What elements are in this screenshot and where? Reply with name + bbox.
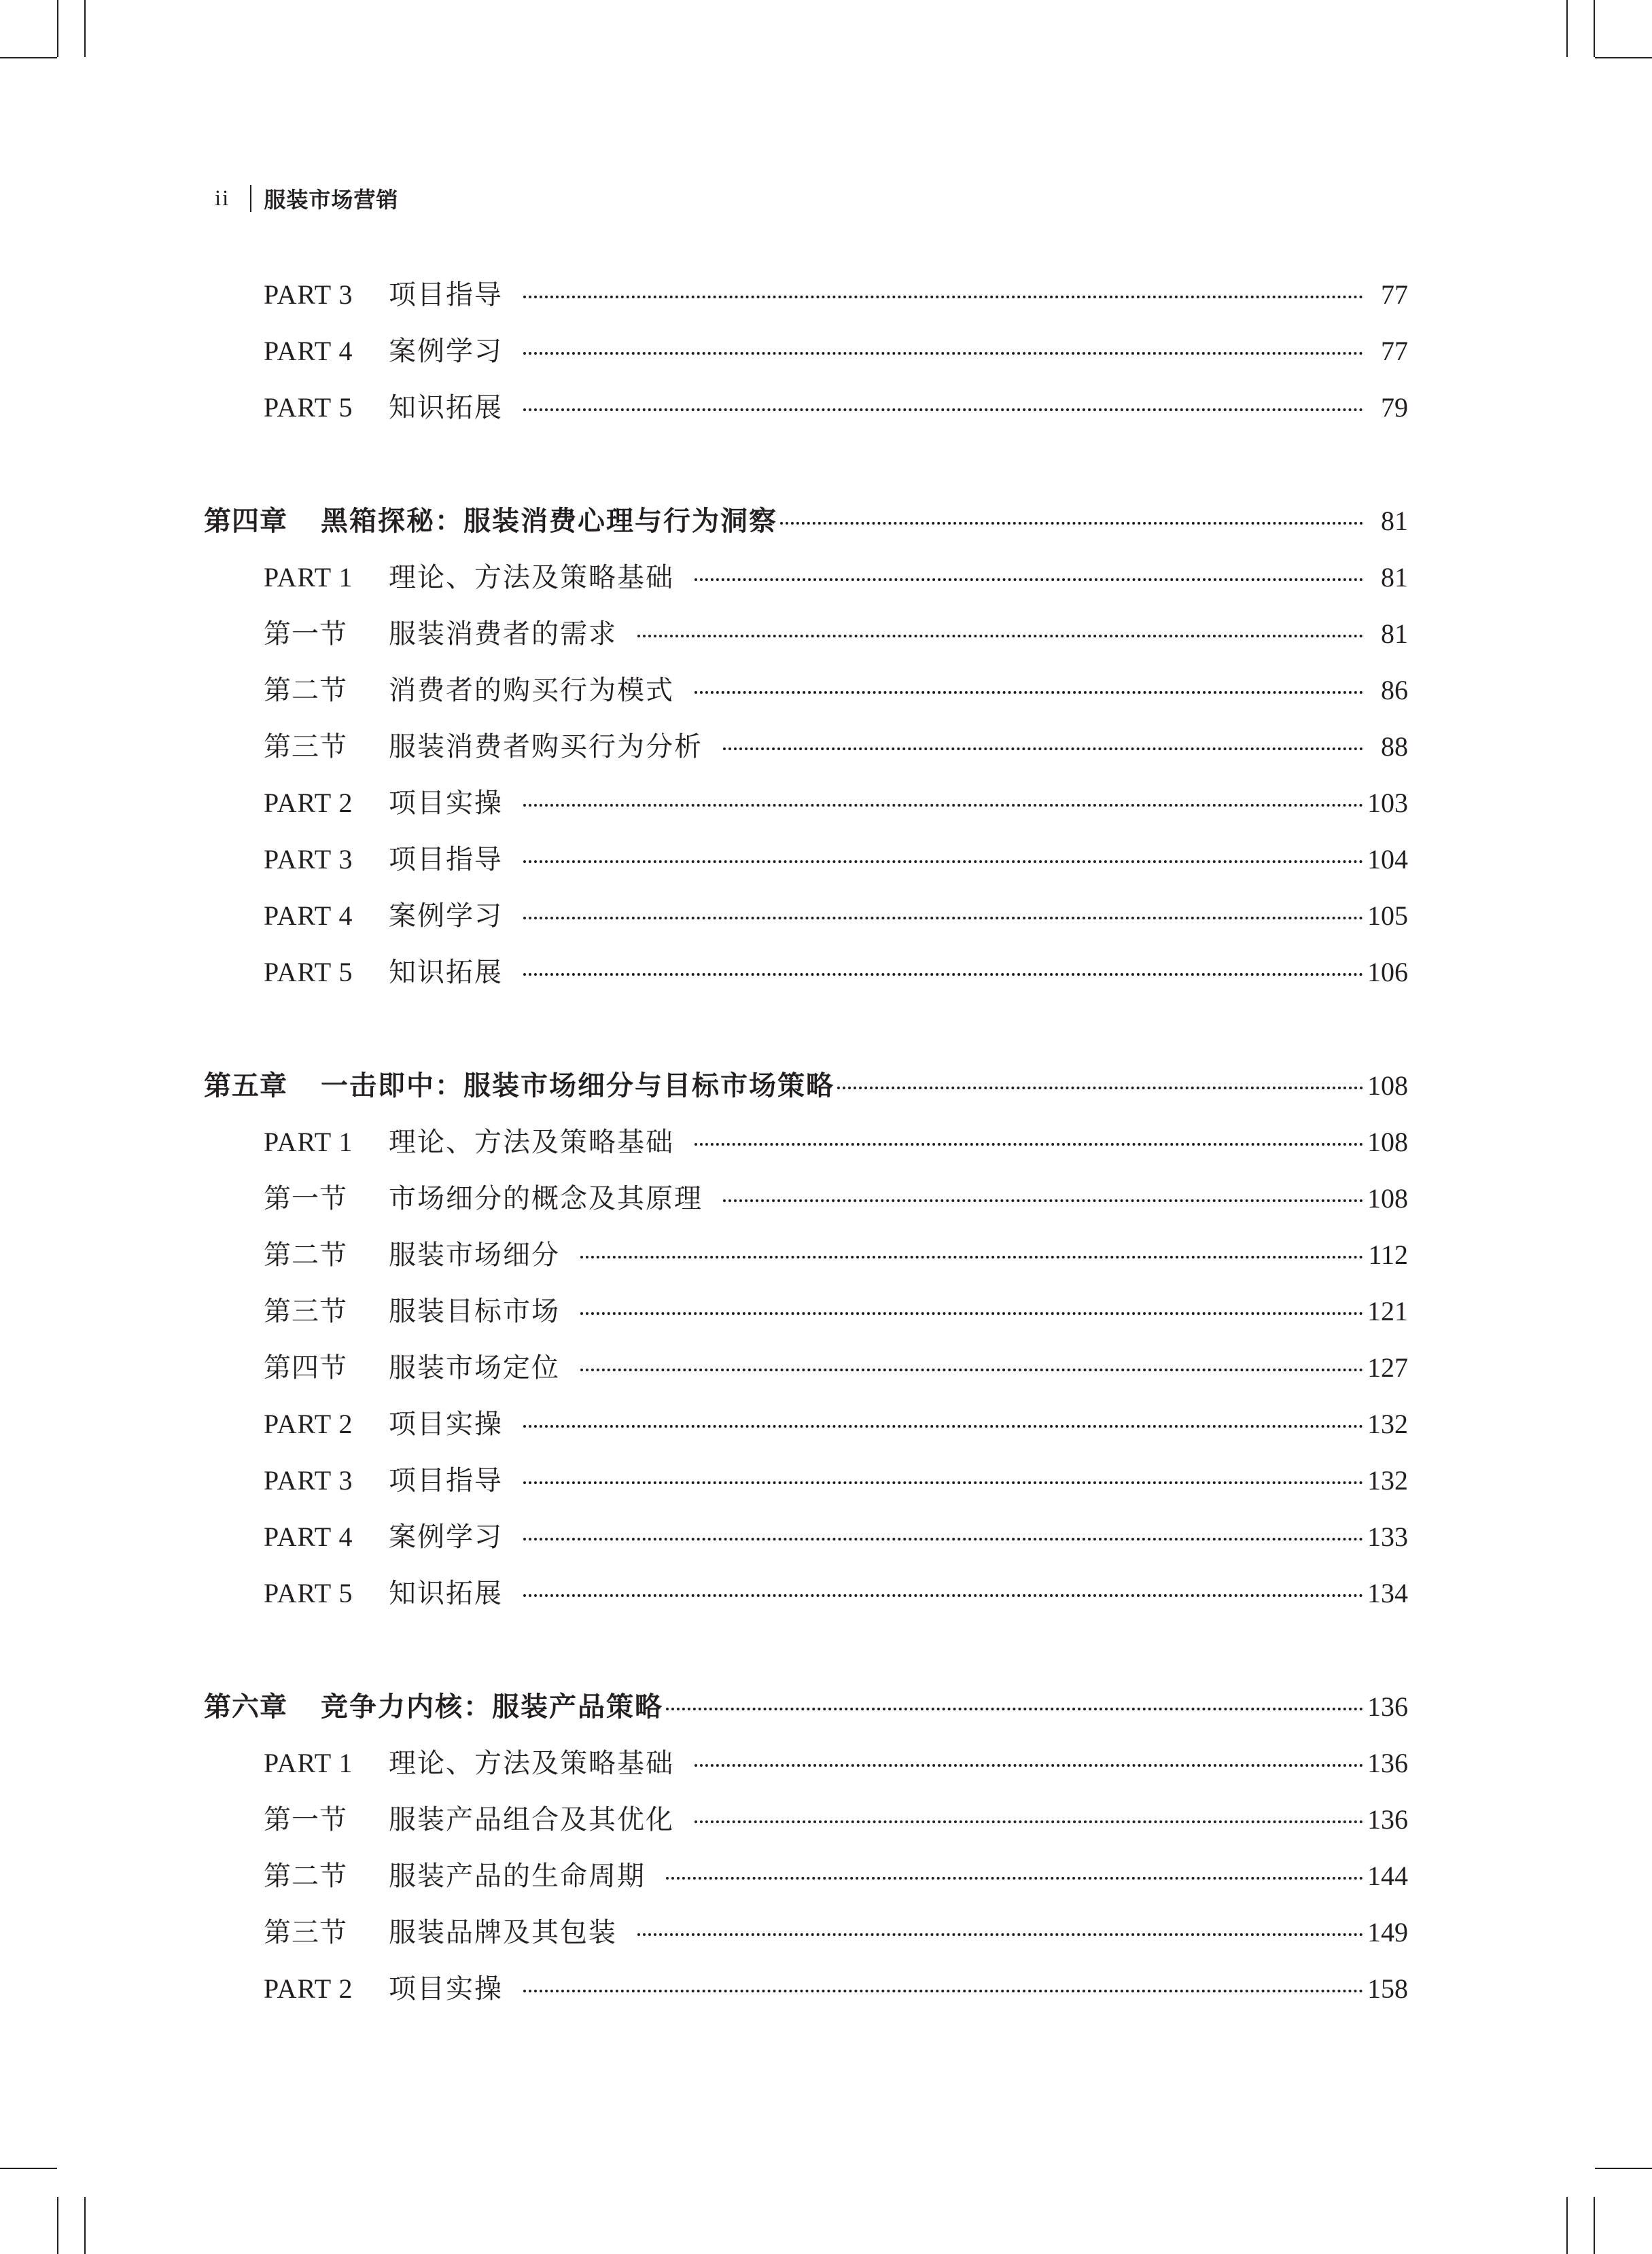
toc-entry[interactable] — [264, 781, 1408, 820]
toc-entry-title: 项目指导 — [389, 844, 503, 875]
toc-entry-page-number: 86 — [1381, 675, 1408, 705]
dot-leader — [523, 1538, 1363, 1540]
toc-entry-page-number: 136 — [1367, 1804, 1408, 1835]
toc-entry-page-number: 158 — [1367, 1973, 1408, 2004]
toc-entry[interactable] — [264, 1233, 1408, 1271]
toc-entry[interactable] — [264, 330, 1408, 368]
toc-entry[interactable] — [264, 1177, 1408, 1215]
toc-entry-page-number: 133 — [1367, 1521, 1408, 1552]
toc-entry-title: 服装目标市场 — [389, 1296, 560, 1327]
toc-entry-page-number: 108 — [1367, 1070, 1408, 1101]
header-divider — [250, 185, 251, 212]
toc-entry-title: 服装市场细分 — [389, 1239, 560, 1271]
toc-entry[interactable] — [264, 556, 1408, 594]
crop-mark — [1594, 0, 1595, 57]
toc-entry-title: 项目指导 — [389, 279, 503, 311]
toc-entry[interactable] — [264, 669, 1408, 707]
crop-mark — [0, 57, 57, 58]
crop-mark — [1595, 2168, 1652, 2169]
toc-entry-title: 竞争力内核：服装产品策略 — [321, 1691, 663, 1723]
toc-entry[interactable] — [264, 1798, 1408, 1836]
toc-entry-title: 案例学习 — [389, 900, 503, 932]
toc-entry[interactable] — [264, 725, 1408, 763]
toc-entry-label: PART 3 — [264, 844, 353, 875]
crop-mark — [84, 0, 86, 57]
toc-entry[interactable] — [264, 612, 1408, 650]
toc-entry-label: PART 5 — [264, 392, 353, 423]
toc-entry[interactable] — [264, 1967, 1408, 2005]
toc-entry-page-number: 81 — [1381, 562, 1408, 593]
toc-entry[interactable] — [264, 1290, 1408, 1328]
toc-entry-title: 一击即中：服装市场细分与目标市场策略 — [321, 1070, 834, 1102]
toc-entry-label: 第一节 — [264, 618, 347, 650]
page-folio: ii — [215, 186, 230, 211]
toc-entry-page-number: 132 — [1367, 1409, 1408, 1439]
toc-entry-page-number: 121 — [1367, 1296, 1408, 1326]
toc-entry-title: 理论、方法及策略基础 — [389, 1748, 674, 1779]
toc-entry-title: 服装消费者的需求 — [389, 618, 617, 650]
dot-leader — [523, 296, 1363, 298]
toc-entry-page-number: 77 — [1381, 336, 1408, 366]
crop-mark — [84, 2197, 86, 2254]
toc-entry[interactable] — [264, 1346, 1408, 1384]
toc-entry-label: PART 2 — [264, 1973, 353, 2004]
toc-entry[interactable] — [264, 951, 1408, 989]
dot-leader — [580, 1312, 1363, 1315]
toc-entry-title: 知识拓展 — [389, 392, 503, 423]
dot-leader — [780, 522, 1363, 525]
toc-entry-title: 服装产品组合及其优化 — [389, 1804, 674, 1835]
toc-entry-title: 知识拓展 — [389, 957, 503, 988]
toc-entry[interactable] — [264, 1572, 1408, 1610]
toc-entry-page-number: 79 — [1381, 392, 1408, 423]
crop-mark — [1595, 57, 1652, 58]
dot-leader — [837, 1087, 1363, 1089]
toc-entry-label: 第四章 — [204, 506, 287, 537]
toc-entry-label: 第四节 — [264, 1352, 347, 1384]
dot-leader — [523, 1425, 1363, 1428]
toc-entry-title: 服装消费者购买行为分析 — [389, 731, 703, 762]
toc-entry-page-number: 127 — [1367, 1352, 1408, 1383]
dot-leader — [523, 860, 1363, 863]
crop-mark — [57, 2197, 58, 2254]
toc-chapter-entry[interactable] — [204, 1064, 1408, 1102]
toc-entry-title: 服装市场定位 — [389, 1352, 560, 1384]
toc-entry-label: 第三节 — [264, 1917, 347, 1948]
crop-mark — [1594, 2197, 1595, 2254]
dot-leader — [637, 1933, 1363, 1936]
toc-entry-label: 第二节 — [264, 1861, 347, 1892]
toc-entry-page-number: 136 — [1367, 1691, 1408, 1722]
toc-entry-title: 服装品牌及其包装 — [389, 1917, 617, 1948]
toc-entry-label: PART 1 — [264, 1127, 353, 1157]
toc-entry-title: 理论、方法及策略基础 — [389, 1127, 674, 1158]
dot-leader — [637, 635, 1363, 637]
toc-entry-page-number: 77 — [1381, 279, 1408, 310]
toc-chapter-entry[interactable] — [204, 499, 1408, 538]
toc-entry-label: 第三节 — [264, 1296, 347, 1327]
dot-leader — [695, 578, 1363, 581]
toc-chapter-entry[interactable] — [204, 1685, 1408, 1723]
dot-leader — [695, 1764, 1363, 1767]
toc-entry-label: 第五章 — [204, 1070, 287, 1102]
toc-entry[interactable] — [264, 1854, 1408, 1892]
dot-leader — [523, 973, 1363, 976]
toc-entry-label: 第二节 — [264, 675, 347, 706]
dot-leader — [723, 1199, 1363, 1202]
toc-entry-title: 服装产品的生命周期 — [389, 1861, 646, 1892]
dot-leader — [666, 1877, 1363, 1880]
dot-leader — [523, 804, 1363, 807]
toc-entry-label: PART 3 — [264, 1465, 353, 1496]
toc-entry-page-number: 134 — [1367, 1578, 1408, 1608]
toc-entry-label: PART 4 — [264, 1521, 353, 1552]
dot-leader — [523, 408, 1363, 411]
crop-mark — [57, 0, 58, 57]
toc-entry-label: PART 3 — [264, 279, 353, 310]
toc-entry[interactable] — [264, 386, 1408, 424]
toc-entry-page-number: 105 — [1367, 900, 1408, 931]
crop-mark — [0, 2168, 57, 2169]
dot-leader — [723, 747, 1363, 750]
toc-entry-page-number: 104 — [1367, 844, 1408, 875]
dot-leader — [523, 1990, 1363, 1992]
dot-leader — [695, 1820, 1363, 1823]
running-header — [215, 182, 398, 215]
toc-entry-page-number: 108 — [1367, 1183, 1408, 1214]
toc-entry[interactable] — [264, 894, 1408, 932]
toc-entry-title: 理论、方法及策略基础 — [389, 562, 674, 593]
dot-leader — [695, 1143, 1363, 1146]
toc-entry-label: PART 2 — [264, 1409, 353, 1439]
toc-entry-page-number: 81 — [1381, 506, 1408, 536]
toc-entry-label: 第二节 — [264, 1239, 347, 1271]
toc-entry-title: 案例学习 — [389, 336, 503, 367]
dot-leader — [580, 1256, 1363, 1258]
toc-entry[interactable] — [264, 1121, 1408, 1159]
toc-entry-label: 第六章 — [204, 1691, 287, 1723]
book-title: 服装市场营销 — [264, 187, 399, 213]
toc-entry[interactable] — [264, 1459, 1408, 1497]
toc-entry-title: 项目指导 — [389, 1465, 503, 1496]
toc-entry[interactable] — [264, 1911, 1408, 1949]
toc-entry-title: 案例学习 — [389, 1521, 503, 1553]
toc-entry-page-number: 144 — [1367, 1861, 1408, 1891]
dot-leader — [580, 1369, 1363, 1371]
toc-entry-label: 第三节 — [264, 731, 347, 762]
dot-leader — [523, 917, 1363, 919]
dot-leader — [523, 352, 1363, 355]
toc-entry[interactable] — [264, 1742, 1408, 1780]
toc-entry-page-number: 108 — [1367, 1127, 1408, 1157]
toc-entry-page-number: 149 — [1367, 1917, 1408, 1948]
toc-entry-title: 市场细分的概念及其原理 — [389, 1183, 703, 1214]
toc-entry-title: 消费者的购买行为模式 — [389, 675, 674, 706]
dot-leader — [523, 1481, 1363, 1484]
toc-entry-label: 第一节 — [264, 1183, 347, 1214]
toc-entry[interactable] — [264, 838, 1408, 876]
toc-entry-title: 黑箱探秘：服装消费心理与行为洞察 — [321, 506, 777, 537]
toc-entry-label: PART 5 — [264, 1578, 353, 1608]
toc-entry-title: 项目实操 — [389, 1409, 503, 1440]
toc-entry[interactable] — [264, 1515, 1408, 1553]
toc-entry-page-number: 112 — [1368, 1239, 1408, 1270]
toc-entry-page-number: 103 — [1367, 788, 1408, 818]
toc-entry-page-number: 136 — [1367, 1748, 1408, 1778]
toc-entry-title: 项目实操 — [389, 788, 503, 819]
toc-entry[interactable] — [264, 273, 1408, 311]
toc-entry-page-number: 106 — [1367, 957, 1408, 987]
toc-entry-label: PART 2 — [264, 788, 353, 818]
toc-entry-title: 项目实操 — [389, 1973, 503, 2005]
toc-entry-label: PART 4 — [264, 900, 353, 931]
toc-entry-label: PART 4 — [264, 336, 353, 366]
toc-entry-label: PART 1 — [264, 562, 353, 593]
toc-entry-label: PART 5 — [264, 957, 353, 987]
crop-mark — [1566, 2197, 1568, 2254]
toc-entry-page-number: 132 — [1367, 1465, 1408, 1496]
toc-entry-page-number: 81 — [1381, 618, 1408, 649]
dot-leader — [523, 1594, 1363, 1597]
toc-entry[interactable] — [264, 1403, 1408, 1441]
crop-mark — [1566, 0, 1568, 57]
dot-leader — [695, 691, 1363, 694]
dot-leader — [666, 1708, 1363, 1710]
toc-entry-title: 知识拓展 — [389, 1578, 503, 1609]
toc-entry-page-number: 88 — [1381, 731, 1408, 762]
toc-entry-label: PART 1 — [264, 1748, 353, 1778]
toc-entry-label: 第一节 — [264, 1804, 347, 1835]
